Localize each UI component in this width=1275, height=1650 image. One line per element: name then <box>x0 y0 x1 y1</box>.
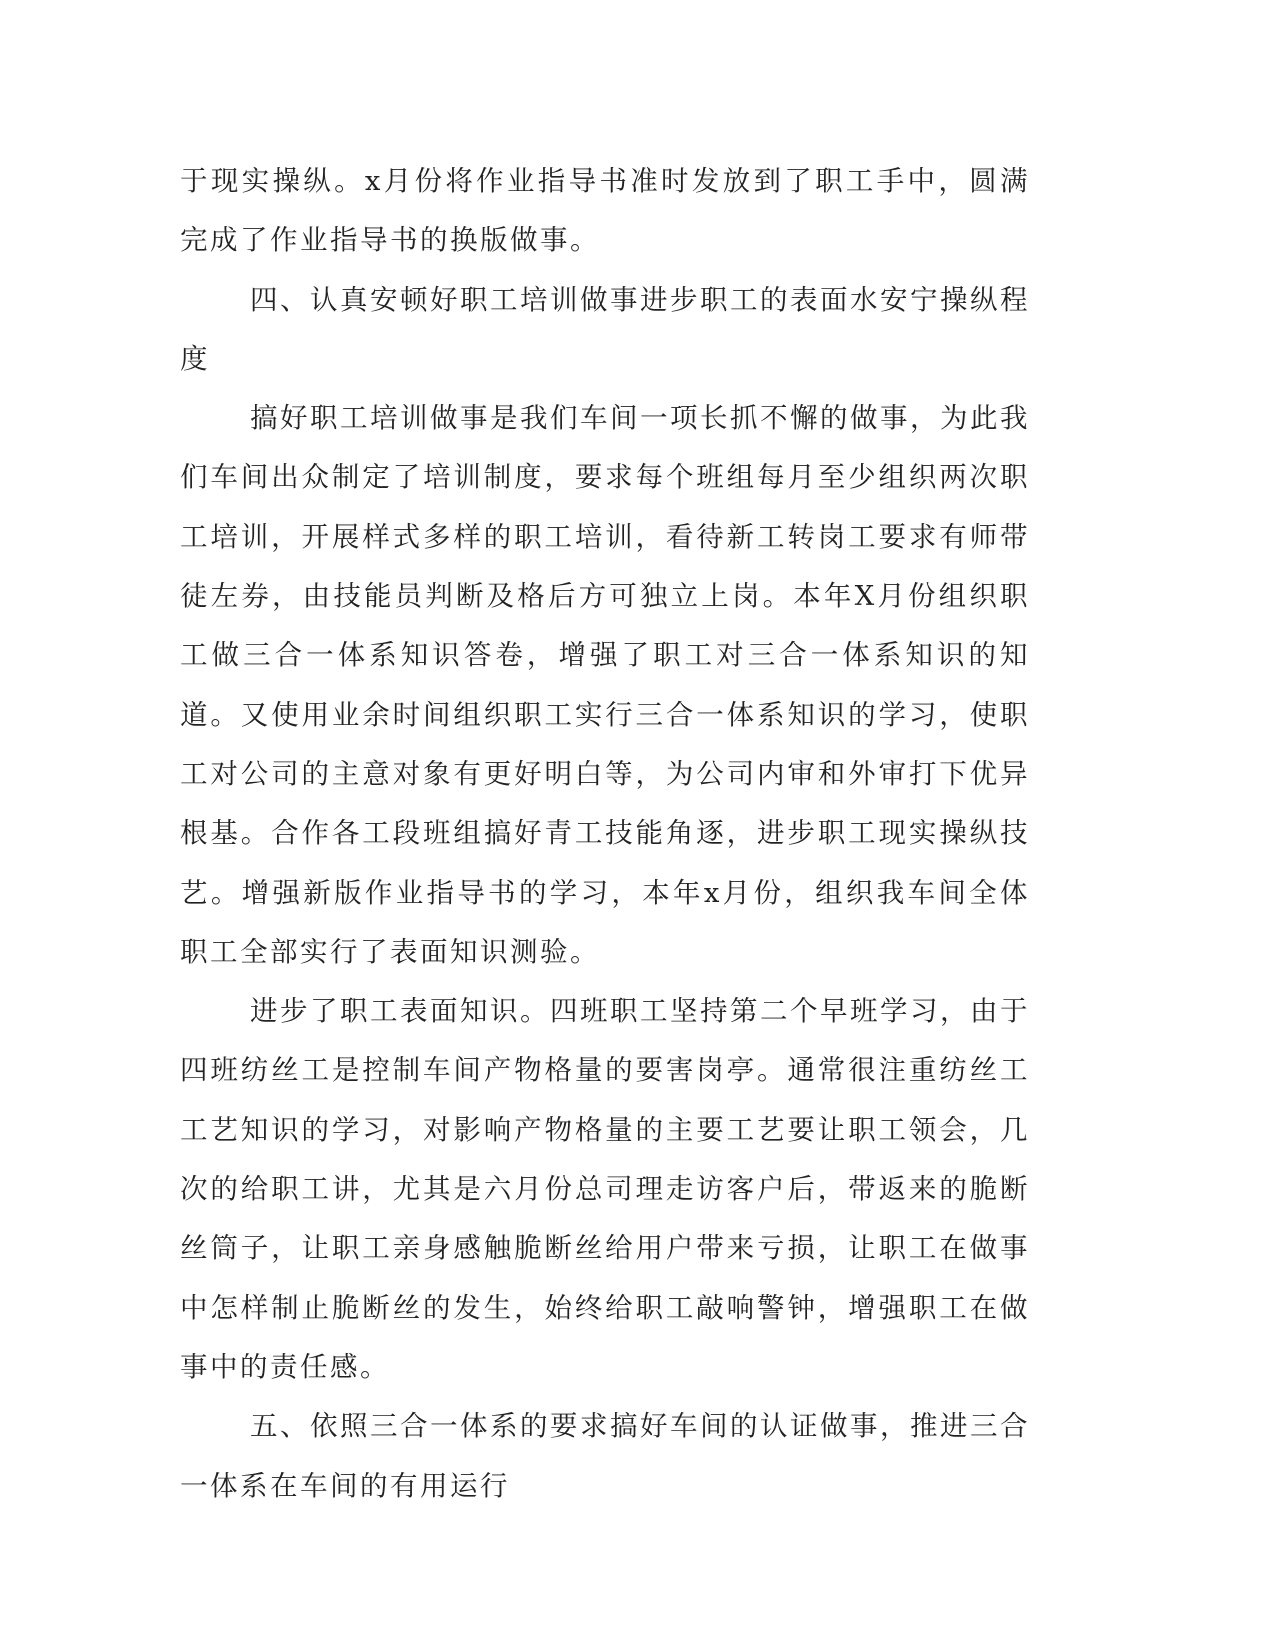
paragraph-knowledge: 进步了职工表面知识。四班职工坚持第二个早班学习，由于四班纺丝工是控制车间产物格量的要害岗亭。通常很注重纺丝工工艺知识的学习，对影响产物格量的主要工艺要让职工领会，几次的给职工讲，尤其是六月份总司理走访客户后，带返来的脆断丝筒子，让职工亲身感触脆断丝给用户带来亏损，让职工在做事中怎样制止脆断丝的发生，始终给职工敲响警钟，增强职工在做事中的责任感。 <box>180 995 1030 1383</box>
document-body <box>180 152 1030 1516</box>
section-heading-four: 四、认真安顿好职工培训做事进步职工的表面水安宁操纵程度 <box>180 283 1030 375</box>
paragraph-continuation: 于现实操纵。x月份将作业指导书准时发放到了职工手中，圆满完成了作业指导书的换版做事。 <box>180 165 1030 257</box>
paragraph-training: 搞好职工培训做事是我们车间一项长抓不懈的做事，为此我们车间出众制定了培训制度，要求每个班组每月至少组织两次职工培训，开展样式多样的职工培训，看待新工转岗工要求有师带徒左券，由技能员判断及格后方可独立上岗。本年X月份组织职工做三合一体系知识答卷，增强了职工对三合一体系知识的知道。又使用业余时间组织职工实行三合一体系知识的学习，使职工对公司的主意对象有更好明白等，为公司内审和外审打下优异根基。合作各工段班组搞好青工技能角逐，进步职工现实操纵技艺。增强新版作业指导书的学习，本年x月份，组织我车间全体职工全部实行了表面知识测验。 <box>180 402 1030 968</box>
section-heading-five: 五、依照三合一体系的要求搞好车间的认证做事，推进三合一体系在车间的有用运行 <box>180 1410 1030 1502</box>
